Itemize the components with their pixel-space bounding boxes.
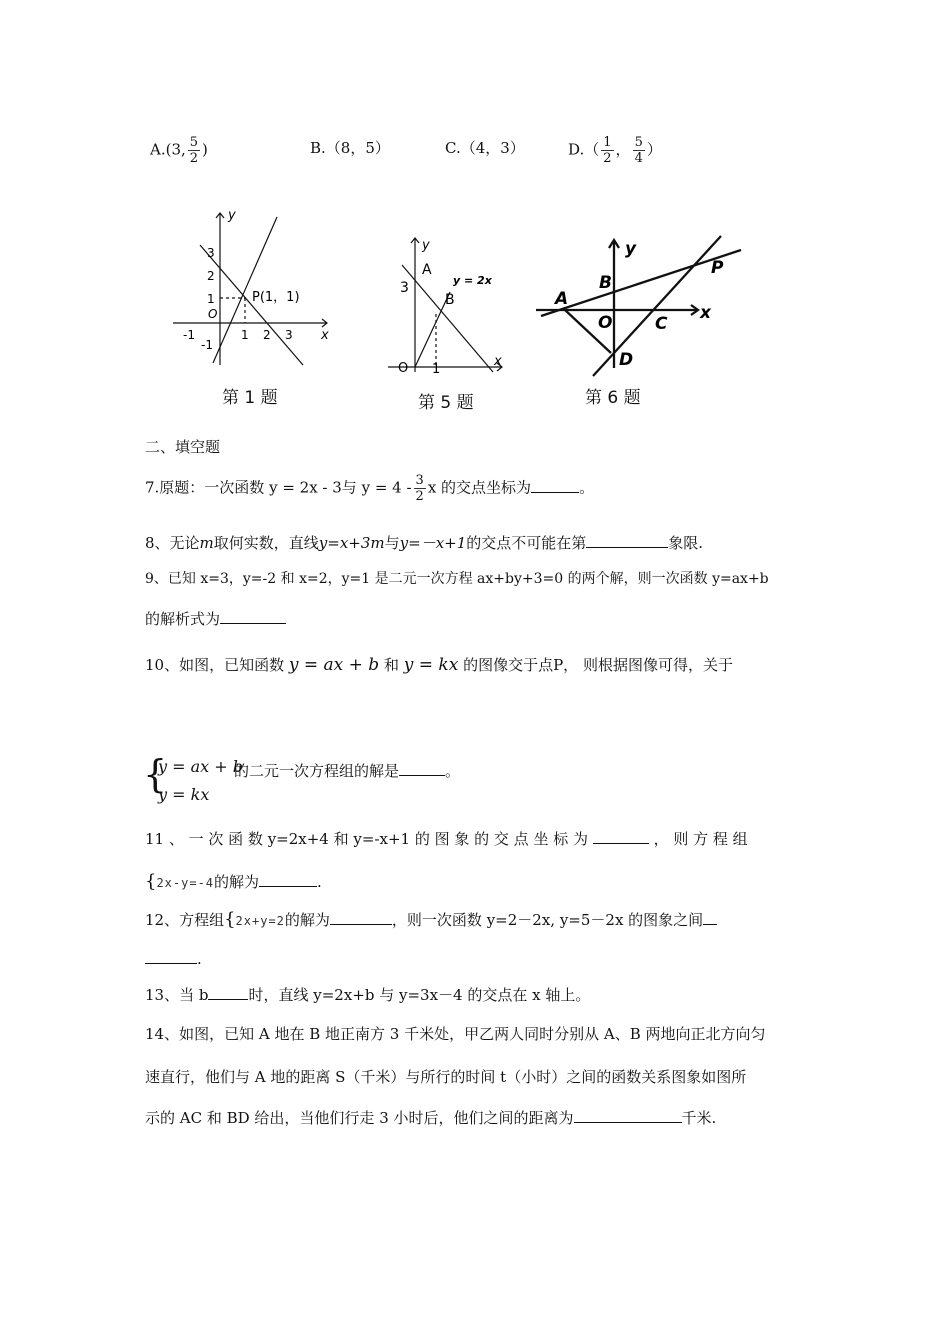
fig6-a-label: A — [555, 289, 569, 309]
q11-text-end: ， 则 方 程 组 — [653, 830, 748, 848]
q9-text: 的解析式为 — [145, 610, 221, 628]
fig6-y-label: y — [625, 239, 637, 259]
question-7 — [145, 473, 594, 504]
q10-text: 10、如图，已知函数 — [145, 656, 285, 674]
q10-answer-blank[interactable] — [399, 761, 445, 776]
q7-fraction — [414, 473, 426, 504]
q7-text-post: x 的交点坐标为 — [427, 478, 532, 497]
fig5-tick-x: 1 — [432, 362, 441, 377]
option-d-close: ） — [646, 140, 662, 159]
fig1-tick-y: 2 — [207, 269, 215, 283]
fig1-tick-y: 3 — [207, 246, 215, 260]
q12-text: 12、方程组 — [145, 911, 225, 929]
fig6-p-label: P — [711, 258, 724, 278]
q12-text-mid: 的解为 — [284, 911, 330, 929]
q8-text: 的交点不可能在第 — [466, 534, 587, 552]
q11-system: 2x-y=-4 — [156, 876, 215, 890]
question-8 — [145, 533, 703, 553]
fig1-tick-y: -1 — [201, 338, 213, 352]
q10-text-tail: 的二元一次方程组的解是 — [234, 762, 400, 780]
fraction-denominator: 2 — [415, 489, 424, 504]
option-d-fraction-2 — [633, 135, 645, 166]
q8-end: 象限. — [668, 534, 704, 552]
q12-text-post: ，则一次函数 y=2－2x, y=5－2x 的图象之间 — [391, 911, 704, 929]
fig5-tick-y: 3 — [400, 280, 409, 296]
option-a — [150, 135, 208, 166]
option-a-fraction — [188, 135, 200, 166]
question-10 — [145, 655, 733, 675]
fig1-line-decreasing — [200, 245, 303, 365]
q10-system-brace: { — [143, 752, 168, 796]
q10-and: 和 — [383, 656, 399, 674]
q8-text: 与 — [384, 534, 400, 552]
option-a-label: A.(3, — [150, 140, 186, 159]
fraction-denominator: 2 — [189, 151, 199, 166]
fig6-caption: 第 6 题 — [585, 388, 641, 408]
fraction-numerator: 3 — [415, 473, 424, 488]
q11-answer-blank[interactable] — [259, 872, 317, 887]
q10-system-eq-1: y = ax + b — [158, 757, 243, 776]
section-heading: 二、填空题 — [145, 438, 221, 456]
q7-end: 。 — [579, 478, 595, 497]
fig1-x-label: x — [321, 328, 329, 343]
q11-coordinate-blank[interactable] — [593, 829, 649, 844]
fig5-b-label: B — [445, 292, 455, 308]
q12-solution-blank[interactable] — [330, 910, 392, 925]
fraction-numerator: 5 — [189, 135, 199, 150]
q8-text: 取何实数，直线 — [213, 534, 319, 552]
q10-system-eq-2: y = kx — [158, 785, 210, 804]
q10-function-1: y = ax + b — [288, 655, 380, 675]
q11-text: 11 、 一 次 函 数 y=2x+4 和 y=-x+1 的 图 象 的 交 点 坐 标 为 — [145, 830, 588, 848]
q8-answer-blank[interactable] — [586, 533, 668, 548]
figure-1 — [165, 205, 340, 375]
figure-5 — [380, 232, 510, 377]
q12-relation-blank-cont[interactable] — [145, 949, 197, 964]
fraction-numerator: 1 — [603, 135, 612, 150]
question-13 — [145, 985, 590, 1005]
q8-text: 8、无论 — [145, 534, 200, 552]
option-a-close: ) — [202, 140, 208, 159]
q14-answer-blank[interactable] — [574, 1108, 682, 1123]
option-d-fraction-1 — [601, 135, 613, 166]
fig1-tick-x: 2 — [263, 328, 271, 342]
fig6-b-label: B — [599, 273, 612, 293]
fig1-origin: O — [208, 307, 218, 321]
option-d — [568, 135, 662, 166]
fig6-o-label: O — [598, 313, 613, 333]
fig1-point-label: P(1，1) — [252, 290, 300, 305]
q11-text-tail: 的解为 — [214, 873, 260, 891]
q7-text: 7.原题：一次函数 y = 2x - 3与 y = 4 - — [145, 478, 412, 497]
fig5-line-label: y = 2x — [453, 274, 492, 287]
fig1-tick-x: 1 — [241, 328, 249, 342]
q12-system: 2x+y=2 — [235, 914, 285, 928]
fig5-a-label: A — [422, 262, 432, 278]
q14-text: 示的 AC 和 BD 给出，当他们行走 3 小时后，他们之间的距离为 — [145, 1109, 574, 1127]
option-d-separator: ， — [615, 140, 631, 159]
fig5-x-label: x — [494, 354, 502, 369]
q11-end: . — [317, 873, 322, 891]
q8-line-1: y=x+3m — [318, 534, 385, 552]
question-14-line-1: 14、如图，已知 A 地在 B 地正南方 3 千米处，甲乙两人同时分别从 A、B 两地向正北方向匀 — [145, 1025, 766, 1043]
fig6-c-label: C — [655, 314, 668, 334]
question-11-line-1 — [145, 829, 748, 849]
q10-end: 。 — [445, 762, 461, 780]
fig1-tick-y: 1 — [207, 292, 215, 306]
question-12 — [145, 910, 717, 931]
q13-answer-blank[interactable] — [208, 985, 248, 1000]
question-14-line-3 — [145, 1108, 716, 1128]
q13-text-post: 时，直线 y=2x+b 与 y=3x－4 的交点在 x 轴上。 — [248, 986, 591, 1004]
q10-tail — [234, 761, 460, 781]
question-14-line-2: 速直行，他们与 A 地的距离 S（千米）与所行的时间 t（小时）之间的函数关系图象如图所 — [145, 1068, 747, 1086]
figure-6 — [533, 228, 748, 378]
fraction-denominator: 2 — [603, 151, 612, 166]
question-9-line-1: 9、已知 x=3，y=-2 和 x=2，y=1 是二元一次方程 ax+by+3=0 的两个解，则一次函数 y=ax+b — [145, 571, 769, 587]
fig1-tick-x: -1 — [183, 328, 195, 342]
fraction-denominator: 4 — [634, 151, 643, 166]
option-c: C.（4，3） — [445, 139, 525, 157]
option-d-label: D.（ — [568, 140, 600, 159]
fig6-x-label: x — [700, 303, 711, 323]
q14-end: 千米. — [681, 1109, 717, 1127]
question-9-line-2 — [145, 609, 286, 629]
fig1-y-label: y — [228, 208, 236, 223]
question-12-line-2 — [145, 949, 202, 969]
fraction-numerator: 5 — [634, 135, 643, 150]
q13-text: 13、当 b — [145, 986, 209, 1004]
fig6-d-label: D — [619, 350, 634, 370]
q12-end: . — [197, 950, 202, 968]
fig5-caption: 第 5 题 — [418, 393, 474, 413]
q10-text-post: 的图像交于点P， 则根据图像可得，关于 — [463, 656, 733, 674]
fig5-origin: O — [398, 361, 409, 376]
q12-relation-blank[interactable] — [703, 910, 717, 925]
q9-answer-blank[interactable] — [220, 609, 286, 624]
q12-system-brace: { — [224, 909, 236, 930]
q7-answer-blank[interactable] — [531, 478, 579, 493]
q8-line-2: y=－x+1 — [399, 534, 467, 552]
option-b: B.（8，5） — [310, 139, 390, 157]
q10-function-2: y = kx — [403, 655, 459, 675]
fig1-caption: 第 1 题 — [222, 388, 278, 408]
q8-var-m: m — [199, 534, 214, 552]
q11-system-brace: { — [145, 871, 157, 892]
fig1-tick-x: 3 — [285, 328, 293, 342]
question-11-line-2 — [145, 872, 322, 893]
fig5-y-label: y — [422, 238, 430, 253]
